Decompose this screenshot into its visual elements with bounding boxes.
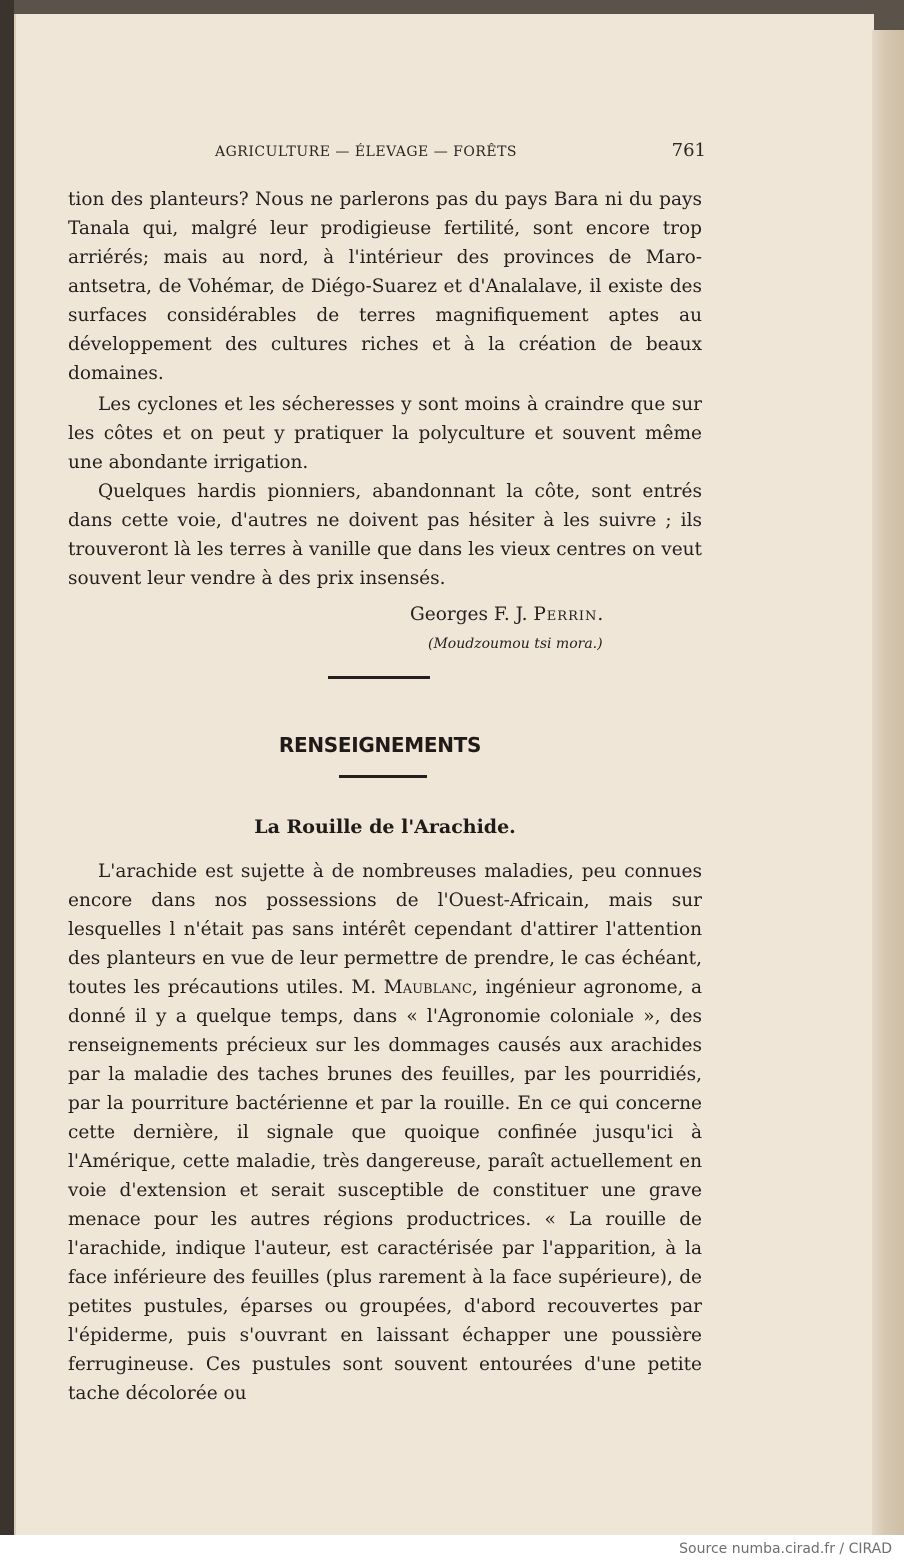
paragraph-1: [68, 185, 702, 388]
signature-surname: Perrin.: [533, 604, 605, 625]
divider-rule: [328, 676, 430, 679]
paragraph-text: tion des planteurs? Nous ne parlerons pas du pays Bara ni du pays Tanala qui, malgré leur prodigieuse fertilité, sont encore trop arriérés; mais au nord, à l'intérieur des provinces de Maro-antsetra, de Vohémar, de Diégo-Suarez et d'Analalave, il existe des surfaces considérables de terres magnifiquement aptes au développement des cultures riches et à la création de beaux domaines.: [68, 189, 702, 384]
article-text-part2: , ingénieur agronome, a donné il y a quelque temps, dans « l'Agronomie coloniale », des renseignements précieux sur les dommages causés aux arachides par la maladie des taches brunes des feuilles, par les pourridiés, par la pourriture bactérienne et par la rouille. En ce qui concerne cette dernière, il signale que quoique confinée jusqu'ici à l'Amérique, cette maladie, très dangereuse, paraît actuellement en voie d'extension et serait susceptible de constituer une grave menace pour les autres régions productrices. « La rouille de l'arachide, indique l'auteur, est caractérisée par l'apparition, à la face inférieure des feuilles (plus rarement à la face supérieure), de petites pustules, éparses ou groupées, d'abord recouvertes par l'épiderme, puis s'ouvrant en laissant échapper une poussière ferrugineuse. Ces pustules sont souvent entourées d'une petite tache décolorée ou: [68, 977, 702, 1404]
article-title: La Rouille de l'Arachide.: [254, 816, 516, 838]
page-number: 761: [671, 140, 706, 161]
article-author-name: Maublanc: [383, 977, 472, 998]
source-credit: Source numba.cirad.fr / CIRAD: [679, 1541, 892, 1557]
paragraph-2: [68, 390, 702, 477]
signature-pseudonym: (Moudzoumou tsi mora.): [428, 636, 603, 652]
signature-name: Georges F. J.: [410, 604, 534, 625]
author-signature: [410, 604, 604, 625]
running-head: [60, 140, 706, 164]
page-stack-edge: [872, 30, 904, 1535]
divider-rule: [339, 775, 427, 778]
section-title: RENSEIGNEMENTS: [278, 733, 482, 757]
paragraph-3: [68, 477, 702, 593]
article-text-part1: L'arachide est sujette à de nombreuses maladies, peu connues encore dans nos possessions de l'Ouest-Africain, mais sur lesquelles l n'était pas sans intérêt cependant d'attirer l'attention des planteurs en vue de leur permettre de prendre, le cas échéant, toutes les précautions utiles. M.: [68, 861, 702, 998]
paragraph-text: Quelques hardis pionniers, abandonnant la côte, sont entrés dans cette voie, d'autres ne doivent pas hésiter à les suivre ; ils trouveront là les terres à vanille que dans les vieux centres on veut souvent leur vendre à des prix insensés.: [68, 481, 702, 589]
book-spine: [0, 0, 14, 1535]
article-paragraph: [68, 857, 702, 1408]
running-title: AGRICULTURE — ÉLEVAGE — FORÊTS: [215, 144, 518, 160]
article-text: [68, 857, 702, 1408]
paragraph-text: Les cyclones et les sécheresses y sont moins à craindre que sur les côtes et on peut y pratiquer la polyculture et souvent même une abondante irrigation.: [68, 394, 702, 473]
